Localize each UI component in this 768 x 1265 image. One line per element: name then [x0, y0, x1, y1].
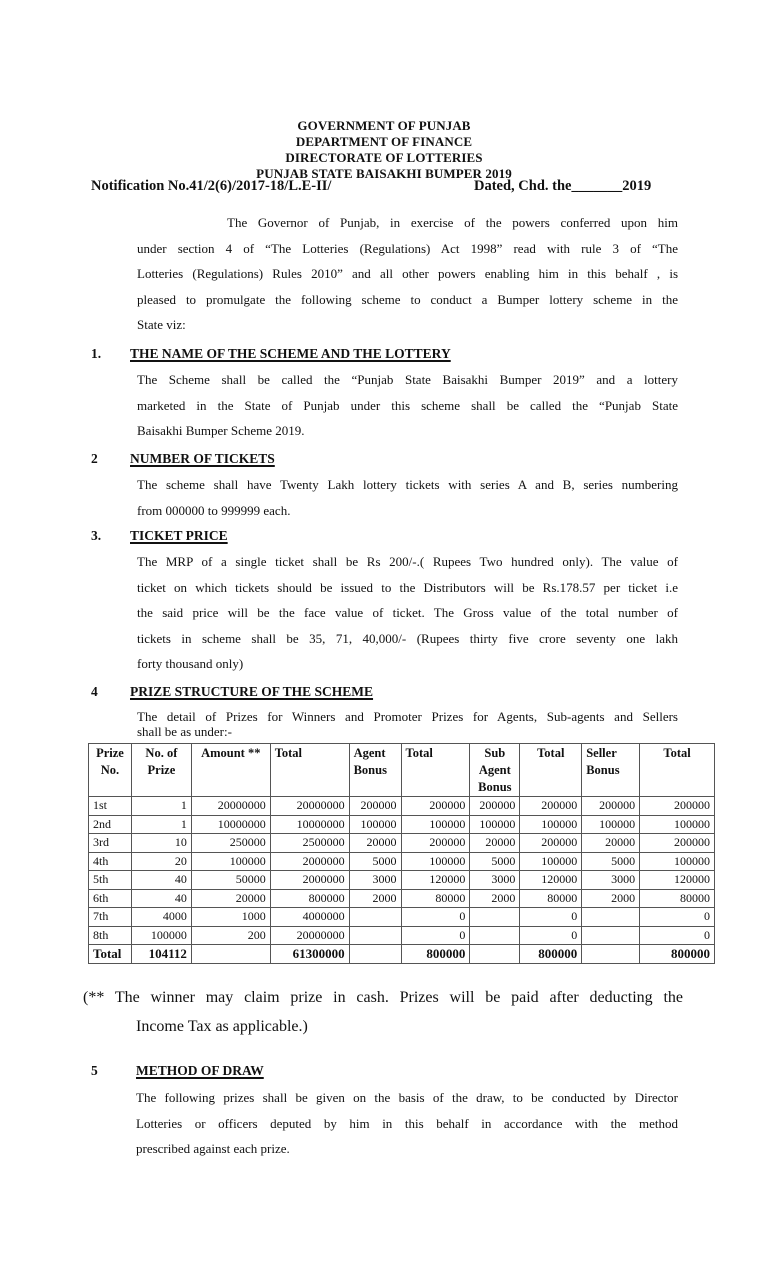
- section-line: The scheme shall have Twenty Lakh lottery tickets with series A and B, series numbering: [137, 477, 678, 492]
- table-row: [89, 815, 715, 834]
- table-cell: 2000000: [270, 871, 349, 890]
- section-line: The Scheme shall be called the “Punjab State Baisakhi Bumper 2019” and a lottery: [137, 372, 678, 387]
- table-cell: 120000: [520, 871, 582, 890]
- table-cell: 200000: [401, 834, 470, 853]
- column-header: Total: [270, 744, 349, 797]
- table-row: [89, 834, 715, 853]
- table-cell: 5000: [582, 852, 640, 871]
- table-cell: 200000: [401, 797, 470, 816]
- table-cell: 4000000: [270, 908, 349, 927]
- section-body: [137, 549, 678, 677]
- table-cell: 2500000: [270, 834, 349, 853]
- intro-line: The Governor of Punjab, in exercise of the powers conferred upon him: [227, 215, 678, 230]
- table-cell: 20000: [349, 834, 401, 853]
- table-cell: 5th: [89, 871, 132, 890]
- table-header-row: [89, 744, 715, 797]
- table-cell: 200000: [349, 797, 401, 816]
- table-cell: 200: [191, 926, 270, 945]
- prize-table-body: [89, 797, 715, 964]
- table-cell: 100000: [520, 815, 582, 834]
- table-cell: 20000000: [191, 797, 270, 816]
- table-cell: 5000: [349, 852, 401, 871]
- header-scheme-title: PUNJAB STATE BAISAKHI BUMPER 2019: [256, 166, 512, 181]
- table-cell: 200000: [640, 834, 715, 853]
- table-cell: 104112: [131, 945, 191, 964]
- intro-paragraph: [137, 210, 678, 338]
- section-line: forty thousand only): [137, 656, 244, 671]
- table-cell: 250000: [191, 834, 270, 853]
- table-cell: 10: [131, 834, 191, 853]
- table-cell: 80000: [520, 889, 582, 908]
- table-cell: 40: [131, 871, 191, 890]
- table-cell: 0: [640, 926, 715, 945]
- section-title-prize-structure: PRIZE STRUCTURE OF THE SCHEME: [130, 684, 374, 699]
- header-directorate: DIRECTORATE OF LOTTERIES: [285, 150, 483, 165]
- section-line: ticket on which tickets should be issued to the Distributors will be Rs.178.57 per ticket i.e: [137, 579, 678, 595]
- table-cell: 10000000: [270, 815, 349, 834]
- table-cell: 7th: [89, 908, 132, 927]
- column-header: Sub Agent Bonus: [470, 744, 520, 797]
- table-total-row: [89, 945, 715, 964]
- table-cell: 20000: [582, 834, 640, 853]
- table-cell: [470, 908, 520, 927]
- table-row: [89, 908, 715, 927]
- section-line: The detail of Prizes for Winners and Promoter Prizes for Agents, Sub-agents and Sellers: [137, 709, 678, 724]
- table-cell: 2000: [349, 889, 401, 908]
- table-cell: 6th: [89, 889, 132, 908]
- table-cell: 100000: [191, 852, 270, 871]
- table-cell: 100000: [470, 815, 520, 834]
- table-cell: 80000: [401, 889, 470, 908]
- section-body: [137, 367, 678, 444]
- table-cell: 100000: [401, 852, 470, 871]
- table-cell: [470, 945, 520, 964]
- section-title-method-of-draw: METHOD OF DRAW: [136, 1063, 264, 1078]
- table-cell: 800000: [520, 945, 582, 964]
- table-cell: 2000: [470, 889, 520, 908]
- table-cell: 2000: [582, 889, 640, 908]
- table-row: [89, 889, 715, 908]
- section-title-number-of-tickets: NUMBER OF TICKETS: [130, 451, 275, 466]
- table-cell: 100000: [520, 852, 582, 871]
- intro-line: Lotteries (Regulations) Rules 2010” and all other powers enabling him in this behalf , is: [137, 266, 678, 281]
- table-cell: 0: [520, 908, 582, 927]
- header-department: DEPARTMENT OF FINANCE: [295, 134, 473, 149]
- column-header: Amount **: [191, 744, 270, 797]
- table-cell: 3000: [470, 871, 520, 890]
- table-cell: [191, 945, 270, 964]
- section-body: [137, 709, 678, 739]
- table-cell: 1st: [89, 797, 132, 816]
- table-cell: 0: [401, 908, 470, 927]
- table-cell: 8th: [89, 926, 132, 945]
- table-cell: 800000: [640, 945, 715, 964]
- table-cell: 100000: [582, 815, 640, 834]
- table-cell: [349, 945, 401, 964]
- table-cell: [349, 926, 401, 945]
- header-government: GOVERNMENT OF PUNJAB: [297, 118, 471, 133]
- table-cell: [582, 908, 640, 927]
- table-cell: 5000: [470, 852, 520, 871]
- table-cell: 100000: [349, 815, 401, 834]
- table-cell: 20000: [470, 834, 520, 853]
- section-number: 3.: [91, 528, 102, 543]
- intro-line: pleased to promulgate the following scheme to conduct a Bumper lottery scheme in the: [137, 291, 678, 307]
- table-cell: 120000: [401, 871, 470, 890]
- section-line: shall be as under:-: [137, 724, 232, 739]
- table-cell: 100000: [640, 852, 715, 871]
- table-cell: Total: [89, 945, 132, 964]
- section-line: from 000000 to 999999 each.: [137, 502, 291, 518]
- table-cell: 200000: [520, 834, 582, 853]
- section-line: tickets in scheme shall be 35, 71, 40,000/- (Rupees thirty five crore seventy one lakh: [137, 630, 678, 646]
- table-cell: [582, 926, 640, 945]
- table-cell: 1: [131, 797, 191, 816]
- table-cell: 2000000: [270, 852, 349, 871]
- table-cell: 120000: [640, 871, 715, 890]
- table-cell: 200000: [640, 797, 715, 816]
- section-line: Lotteries or officers deputed by him in this behalf in accordance with the method: [136, 1115, 678, 1131]
- table-cell: 2nd: [89, 815, 132, 834]
- column-header: Agent Bonus: [349, 744, 401, 797]
- column-header: Total: [520, 744, 582, 797]
- intro-line: State viz:: [137, 317, 186, 332]
- table-cell: 4000: [131, 908, 191, 927]
- section-number: 4: [91, 684, 98, 699]
- table-cell: 0: [401, 926, 470, 945]
- table-row: [89, 926, 715, 945]
- table-cell: 20000000: [270, 926, 349, 945]
- table-cell: 200000: [520, 797, 582, 816]
- table-row: [89, 797, 715, 816]
- section-line: marketed in the State of Punjab under this scheme shall be called the “Punjab State: [137, 397, 678, 413]
- section-title-ticket-price: TICKET PRICE: [130, 528, 228, 543]
- prize-structure-table: [88, 743, 715, 964]
- section-line: The MRP of a single ticket shall be Rs 200/-.( Rupees Two hundred only). The value of: [137, 554, 678, 569]
- table-row: [89, 852, 715, 871]
- note-line: Income Tax as applicable.): [136, 1018, 308, 1035]
- column-header: Prize No.: [89, 744, 132, 797]
- table-cell: 3rd: [89, 834, 132, 853]
- table-cell: 100000: [131, 926, 191, 945]
- column-header: No. of Prize: [131, 744, 191, 797]
- table-cell: 10000000: [191, 815, 270, 834]
- notification-date: Dated, Chd. the_______2019: [474, 178, 652, 194]
- table-cell: [582, 945, 640, 964]
- section-body: [137, 472, 678, 523]
- section-title-name-of-scheme: THE NAME OF THE SCHEME AND THE LOTTERY: [130, 346, 451, 361]
- note-line: (** The winner may claim prize in cash. Prizes will be paid after deducting the: [83, 989, 683, 1006]
- column-header: Total: [401, 744, 470, 797]
- table-cell: 40: [131, 889, 191, 908]
- prize-note: [83, 983, 683, 1041]
- table-cell: 1000: [191, 908, 270, 927]
- column-header: Seller Bonus: [582, 744, 640, 797]
- table-cell: 100000: [640, 815, 715, 834]
- table-cell: 80000: [640, 889, 715, 908]
- section-line: the said price will be the face value of ticket. The Gross value of the total number of: [137, 605, 678, 620]
- section-number: 1.: [91, 346, 102, 361]
- table-cell: 100000: [401, 815, 470, 834]
- table-cell: 200000: [582, 797, 640, 816]
- intro-line: under section 4 of “The Lotteries (Regulations) Act 1998” read with rule 3 of “The: [137, 240, 678, 256]
- table-cell: 4th: [89, 852, 132, 871]
- section-line: The following prizes shall be given on the basis of the draw, to be conducted by Director: [136, 1090, 678, 1105]
- table-cell: 200000: [470, 797, 520, 816]
- table-cell: 3000: [582, 871, 640, 890]
- table-cell: [470, 926, 520, 945]
- section-number: 2: [91, 451, 98, 466]
- table-cell: 20: [131, 852, 191, 871]
- table-cell: 1: [131, 815, 191, 834]
- table-cell: 3000: [349, 871, 401, 890]
- table-cell: [349, 908, 401, 927]
- table-row: [89, 871, 715, 890]
- column-header: Total: [640, 744, 715, 797]
- notification-number: Notification No.41/2(6)/2017-18/L.E-II/: [91, 178, 332, 194]
- section-line: prescribed against each prize.: [136, 1141, 290, 1156]
- section-number: 5: [91, 1063, 98, 1078]
- table-cell: 800000: [270, 889, 349, 908]
- section-body: [136, 1085, 678, 1162]
- table-cell: 20000000: [270, 797, 349, 816]
- table-cell: 61300000: [270, 945, 349, 964]
- table-cell: 50000: [191, 871, 270, 890]
- table-cell: 0: [520, 926, 582, 945]
- table-cell: 800000: [401, 945, 470, 964]
- table-cell: 0: [640, 908, 715, 927]
- section-line: Baisakhi Bumper Scheme 2019.: [137, 423, 305, 438]
- table-cell: 20000: [191, 889, 270, 908]
